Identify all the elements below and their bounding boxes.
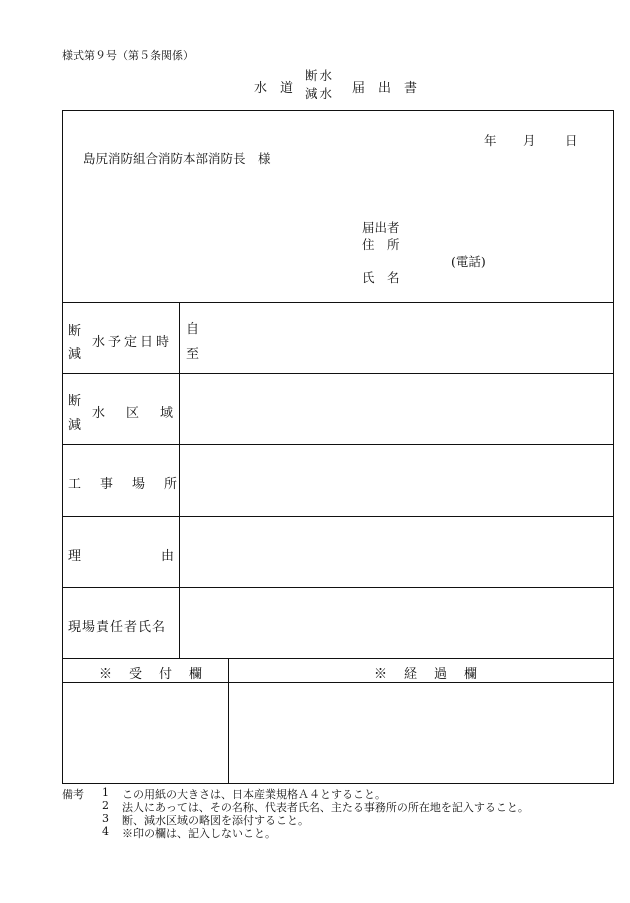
applicant-address-label: 住 所 xyxy=(362,237,400,252)
title-part2: 届 出 書 xyxy=(352,81,418,96)
notes-heading: 備考 xyxy=(62,788,84,801)
footer-column-divider xyxy=(228,658,229,784)
note-number: 1 xyxy=(102,786,109,799)
progress-column-header: ※ 経 過 欄 xyxy=(374,667,480,682)
title-stack-bottom: 減水 xyxy=(305,86,335,101)
area-prefix-bottom: 減 xyxy=(68,418,82,433)
date-month: 月 xyxy=(523,133,536,148)
date-year: 年 xyxy=(484,133,497,148)
note-text: ※印の欄は、記入しないこと。 xyxy=(122,827,276,840)
row-divider xyxy=(62,682,614,683)
date-day: 日 xyxy=(565,133,578,148)
schedule-from: 自 xyxy=(186,322,200,337)
note-text: 断、減水区域の略図を添付すること。 xyxy=(122,814,309,827)
note-number: 4 xyxy=(102,825,109,838)
title-part1: 水 道 xyxy=(254,81,294,96)
form-number: 様式第９号（第５条関係） xyxy=(62,49,194,62)
row-divider xyxy=(62,587,614,588)
note-number: 2 xyxy=(102,799,109,812)
schedule-prefix-bottom: 減 xyxy=(68,347,82,362)
applicant-name-label: 氏 名 xyxy=(362,270,400,285)
row-divider xyxy=(62,658,614,659)
schedule-label: 水予定日時 xyxy=(92,335,173,350)
schedule-to: 至 xyxy=(186,347,200,362)
note-number: 3 xyxy=(102,812,109,825)
addressee: 島尻消防組合消防本部消防長 様 xyxy=(83,151,271,166)
supervisor-label: 現場責任者氏名 xyxy=(68,620,167,635)
applicant-phone-label: (電話) xyxy=(451,254,486,269)
site-label: 工 事 場 所 xyxy=(68,477,181,492)
reason-label-right: 由 xyxy=(161,549,175,564)
row-divider xyxy=(62,373,614,374)
title-stack-top: 断水 xyxy=(305,68,335,83)
row-divider xyxy=(62,516,614,517)
schedule-prefix-top: 断 xyxy=(68,324,82,339)
area-label: 水 区 域 xyxy=(92,406,178,421)
applicant-label: 届出者 xyxy=(362,220,400,235)
row-divider xyxy=(62,444,614,445)
area-prefix-top: 断 xyxy=(68,394,82,409)
reception-column-header: ※ 受 付 欄 xyxy=(99,667,205,682)
note-text: この用紙の大きさは、日本産業規格Ａ４とすること。 xyxy=(122,788,386,801)
note-text: 法人にあっては、その名称、代表者氏名、主たる事務所の所在地を記入すること。 xyxy=(122,801,529,814)
row-divider xyxy=(62,302,614,303)
reason-label-left: 理 xyxy=(68,549,82,564)
